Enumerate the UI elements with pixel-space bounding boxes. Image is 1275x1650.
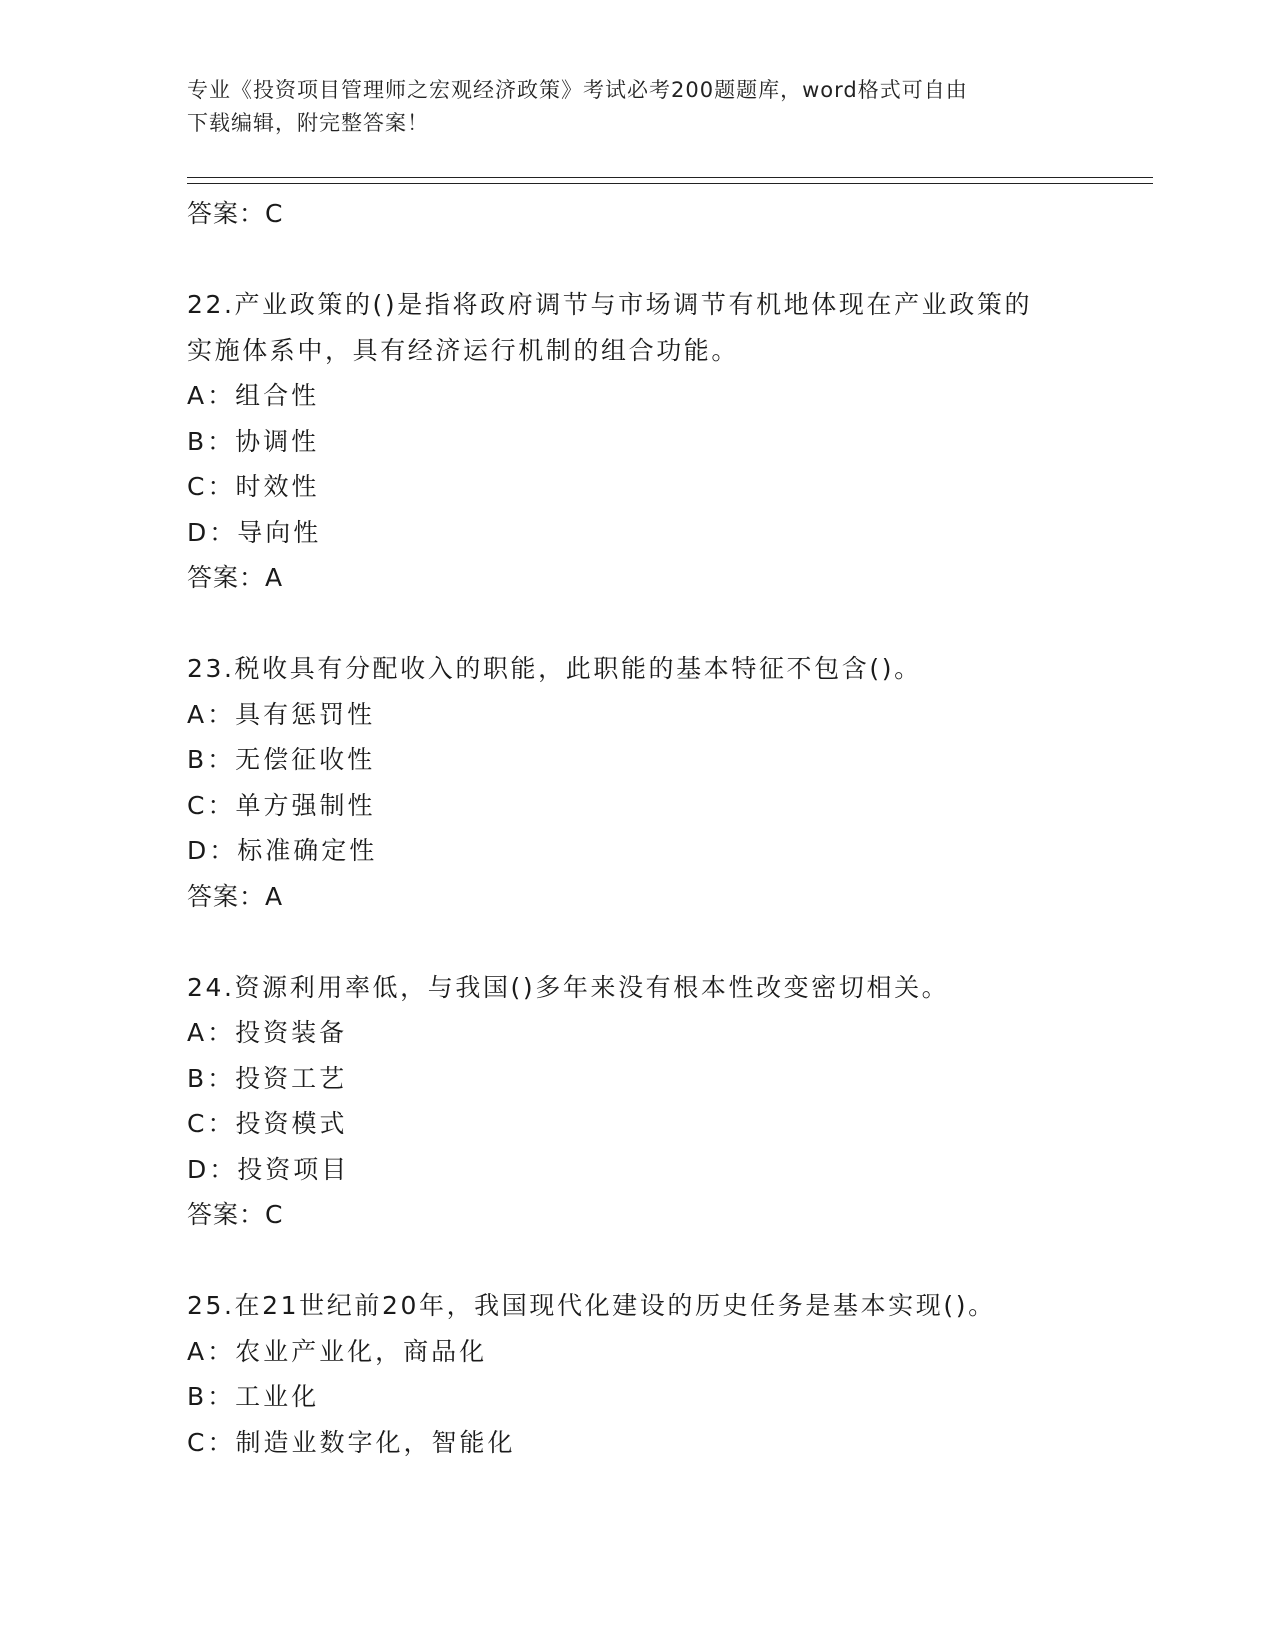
option-a: A：投资装备	[187, 1018, 348, 1047]
header-divider	[187, 177, 1153, 184]
spacer	[187, 1238, 1087, 1284]
option-b: B：工业化	[187, 1382, 320, 1411]
question-stem-line: 25.在21世纪前20年，我国现代化建设的历史任务是基本实现()。	[187, 1291, 996, 1320]
spacer	[187, 919, 1087, 965]
question-23	[187, 646, 1087, 919]
option-c: C：投资模式	[187, 1109, 348, 1138]
option-c: C：制造业数字化，智能化	[187, 1427, 516, 1457]
option-d: D：投资项目	[187, 1154, 350, 1184]
question-stem-line: 23.税收具有分配收入的职能，此职能的基本特征不包含()。	[187, 654, 922, 683]
header-line-2: 下载编辑，附完整答案！	[187, 111, 429, 135]
option-d: D：标准确定性	[187, 836, 378, 865]
question-list	[187, 191, 1087, 1465]
option-a: A：组合性	[187, 381, 320, 410]
spacer	[187, 237, 1087, 283]
question-stem-line: 24.资源利用率低，与我国()多年来没有根本性改变密切相关。	[187, 972, 950, 1002]
answer: 答案：A	[187, 563, 284, 592]
header-line-1: 专业《投资项目管理师之宏观经济政策》考试必考200题题库，word格式可自由	[187, 78, 968, 102]
question-22	[187, 282, 1087, 601]
question-stem	[187, 1283, 1087, 1329]
option-c: C：时效性	[187, 472, 320, 501]
answer: 答案：C	[187, 1200, 284, 1229]
spacer	[187, 601, 1087, 647]
question-25	[187, 1283, 1087, 1465]
option-b: B：投资工艺	[187, 1063, 348, 1093]
question-stem	[187, 282, 1087, 373]
question-stem-line: 22.产业政策的()是指将政府调节与市场调节有机地体现在产业政策的	[187, 290, 1033, 319]
option-b: B：无偿征收性	[187, 745, 376, 774]
previous-answer: 答案：C	[187, 199, 284, 228]
question-stem-line: 实施体系中，具有经济运行机制的组合功能。	[187, 335, 740, 365]
option-a: A：具有惩罚性	[187, 699, 376, 729]
option-a: A：农业产业化，商品化	[187, 1336, 488, 1366]
question-24	[187, 965, 1087, 1238]
document-header	[187, 74, 1087, 140]
option-d: D：导向性	[187, 517, 322, 547]
answer: 答案：A	[187, 881, 284, 911]
question-stem	[187, 646, 1087, 692]
question-stem	[187, 965, 1087, 1011]
option-b: B：协调性	[187, 426, 320, 456]
option-c: C：单方强制性	[187, 790, 376, 820]
